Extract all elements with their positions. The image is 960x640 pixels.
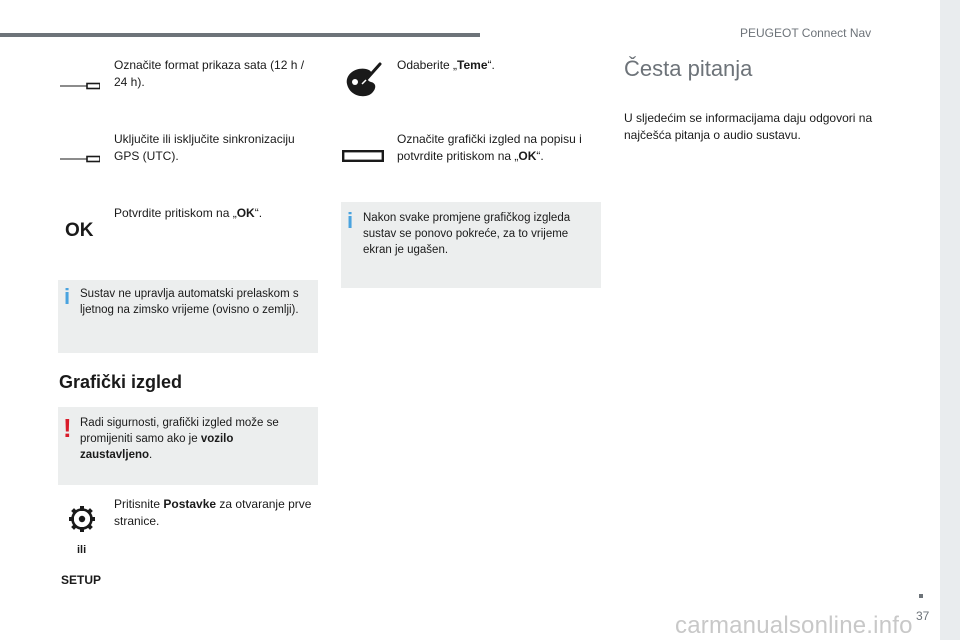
select-themes-after: “. — [487, 58, 495, 72]
select-themes-text — [397, 57, 597, 74]
warning-note-text — [80, 415, 302, 463]
page-number: 37 — [916, 609, 930, 623]
slider-icon-2 — [60, 151, 100, 161]
select-graphic-after: “. — [536, 149, 544, 163]
confirm-ok-text — [114, 205, 314, 222]
palette-icon — [342, 60, 384, 102]
select-themes-bold: Teme — [457, 58, 488, 72]
gps-sync-text: Uključite ili isključite sinkronizaciju GPS (UTC). — [114, 132, 295, 163]
watermark: carmanualsonline.info — [675, 612, 913, 639]
setup-label: SETUP — [61, 573, 102, 587]
select-graphic-before: Označite grafički izgled na popisu i potvrdite pritiskom na „ — [397, 132, 582, 163]
select-themes-before: Odaberite „ — [397, 58, 458, 72]
faq-intro-text: U sljedećim se informacijama daju odgovori na najčešća pitanja o audio sustavu. — [624, 111, 873, 142]
info-note-dst-text: Sustav ne upravlja automatski prelaskom s ljetnog na zimsko vrijeme (ovisno o zemlji). — [80, 288, 299, 316]
gear-icon — [68, 505, 96, 533]
warning-text-before: Radi sigurnosti, grafički izgled može se promijeniti samo ako je — [80, 417, 279, 445]
page-side-strip — [940, 0, 960, 640]
confirm-ok-text-before: Potvrdite pritiskom na „ — [114, 206, 237, 220]
page-marker — [919, 594, 923, 598]
settings-text-after: za otvaranje prve stranice. — [114, 497, 312, 528]
header-title: PEUGEOT Connect Nav — [740, 26, 872, 40]
ok-icon: OK — [65, 220, 94, 241]
select-graphic-bold: OK — [518, 149, 537, 163]
or-label: ili — [77, 544, 87, 556]
info-note-restart-text: Nakon svake promjene grafičkog izgleda sustav se ponovo pokreće, za to vrijeme ekran je ugašen. — [363, 212, 571, 256]
info-note-dst — [58, 280, 318, 353]
list-item-icon — [342, 149, 384, 161]
info-icon: i — [64, 284, 71, 309]
warning-text-after: . — [149, 449, 153, 461]
warning-note — [58, 407, 318, 485]
section-title-graphics: Grafički izgled — [59, 372, 183, 392]
faq-title: Česta pitanja — [624, 56, 753, 81]
warning-icon: ! — [63, 413, 72, 443]
settings-text-before: Pritisnite — [114, 497, 164, 511]
info-note-restart — [341, 202, 601, 288]
header-bar — [0, 33, 480, 37]
confirm-ok-text-after: “. — [254, 206, 263, 220]
settings-text-bold: Postavke — [163, 497, 217, 511]
warning-text-bold: vozilo zaustavljeno — [80, 433, 234, 461]
info-icon: i — [347, 208, 354, 233]
select-graphic-text — [397, 131, 597, 165]
settings-text — [114, 496, 314, 530]
confirm-ok-bold: OK — [236, 206, 255, 220]
slider-icon-1 — [60, 78, 100, 88]
clock-format-text: Označite format prikaza sata (12 h / 24 h). — [114, 58, 305, 89]
